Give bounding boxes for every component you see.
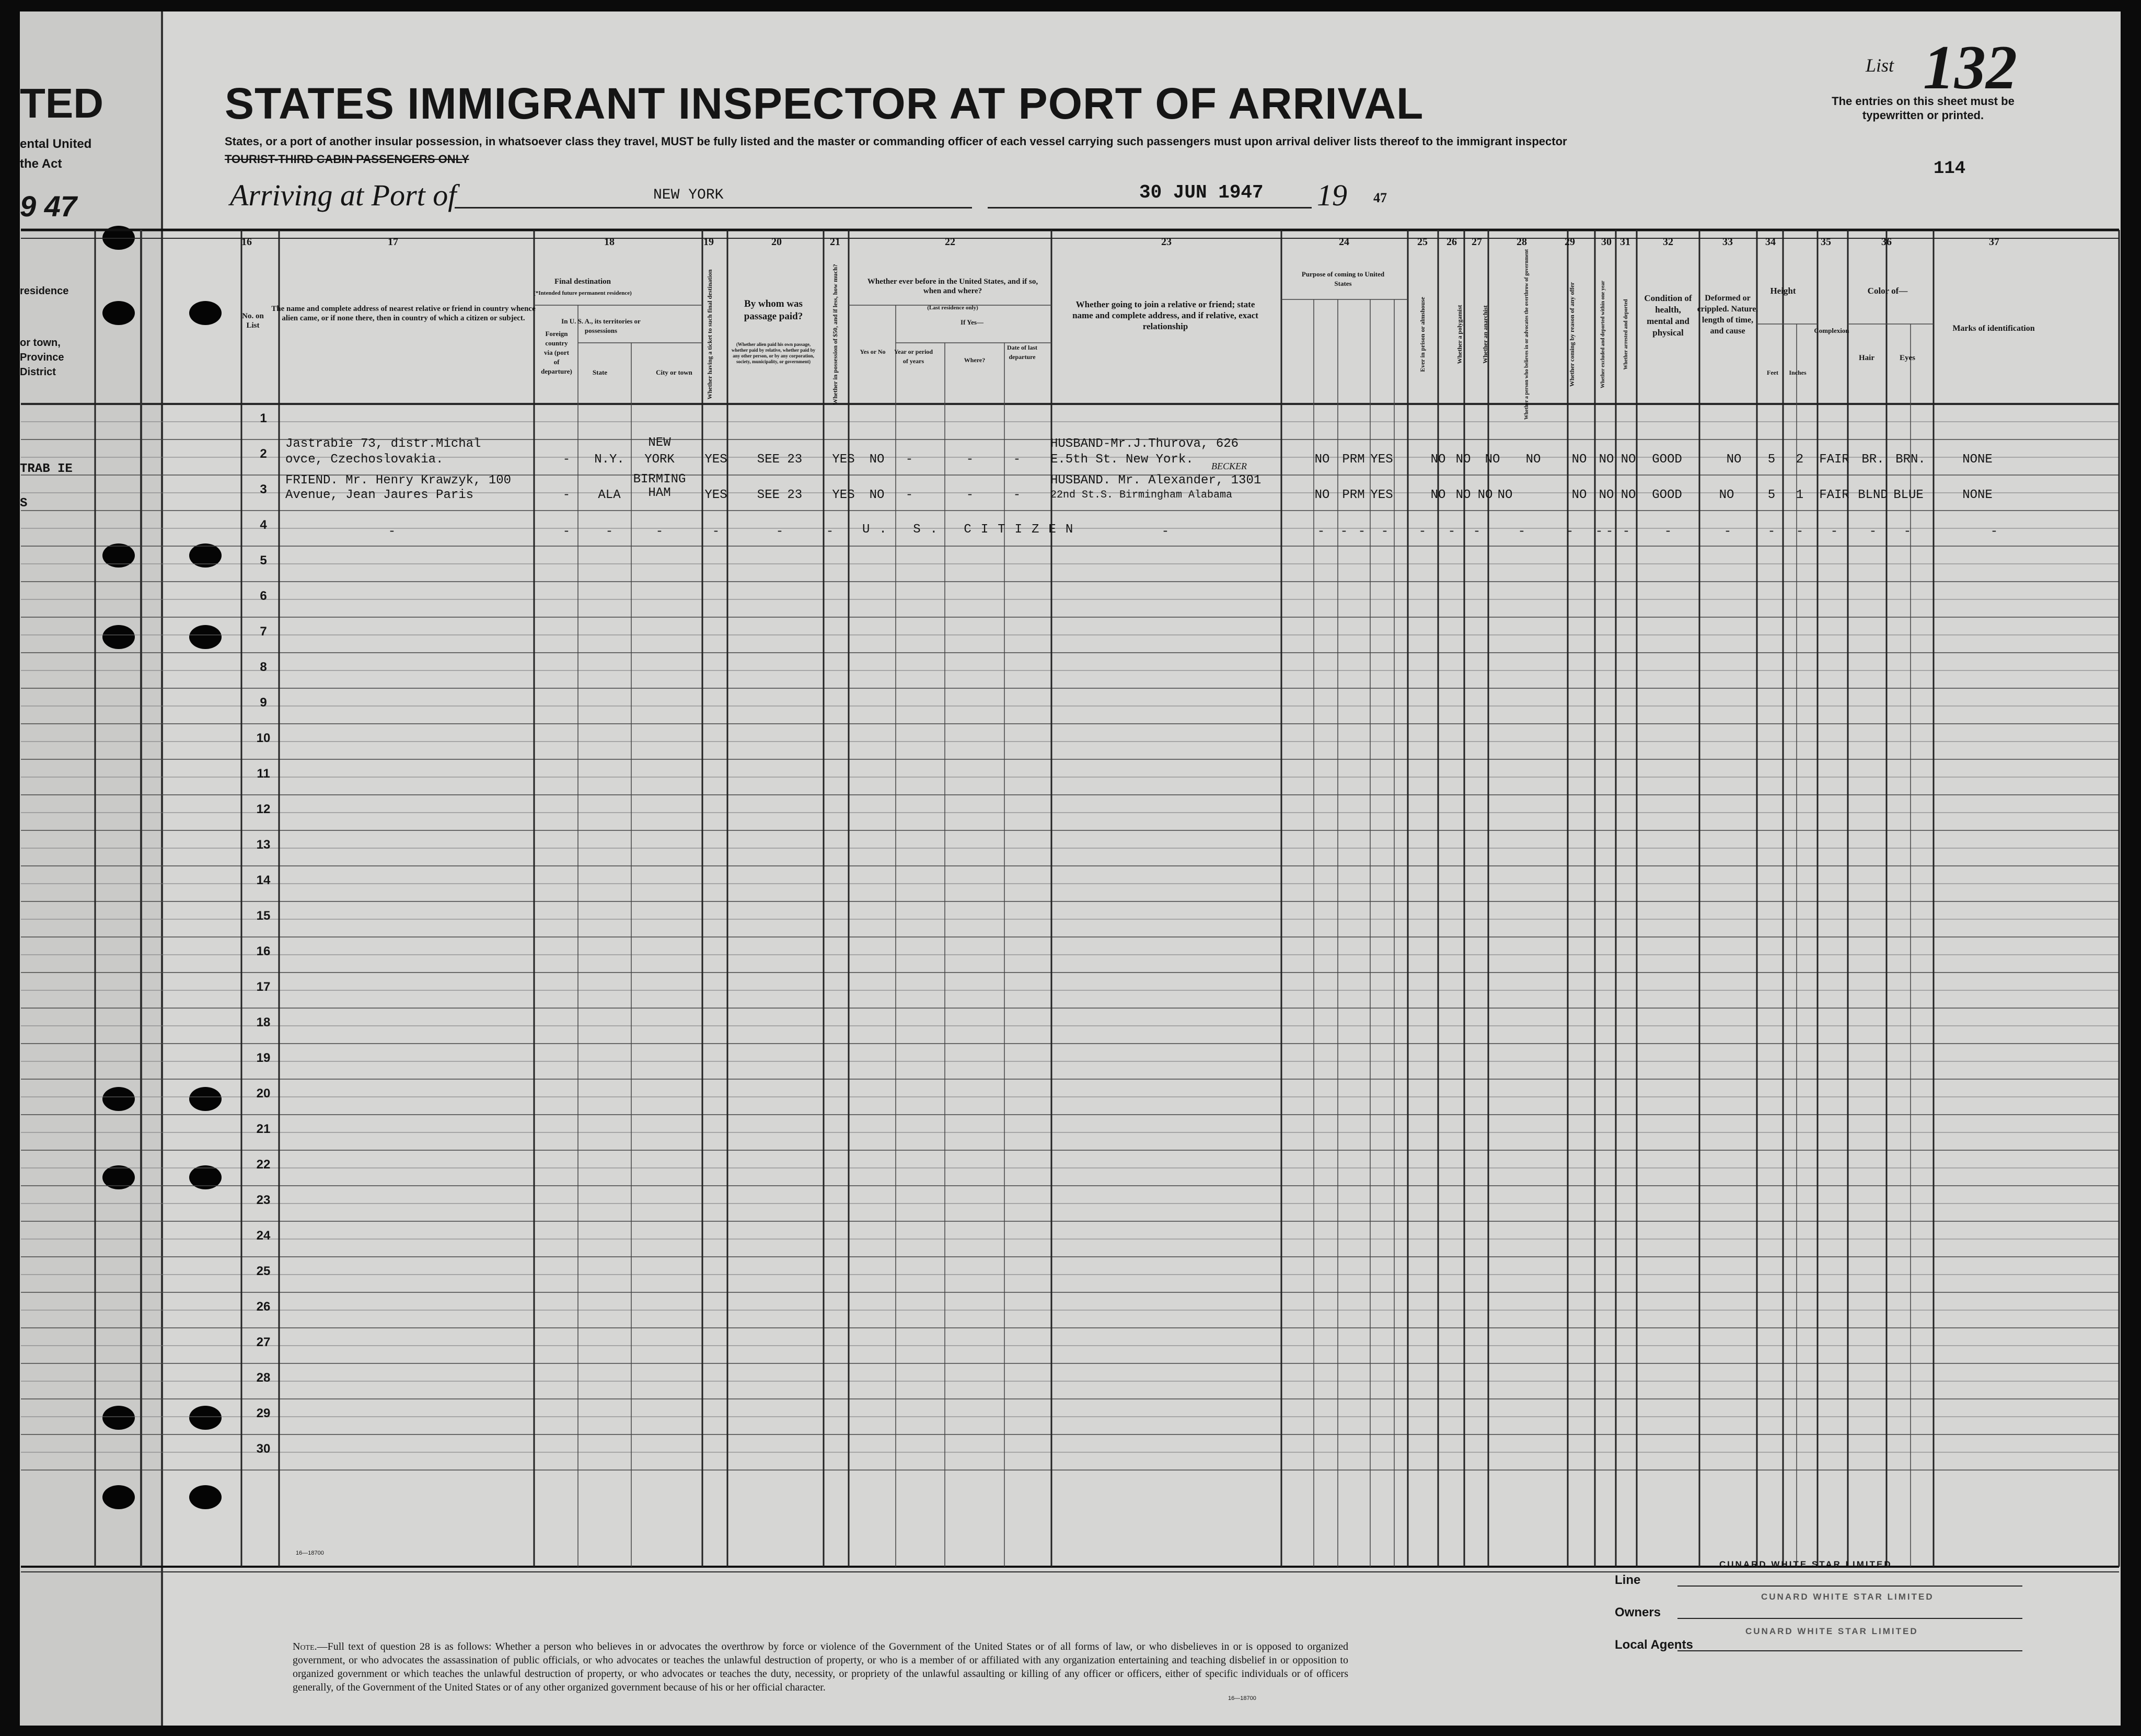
header-city: City or town [656, 368, 692, 376]
column-number: 31 [1620, 236, 1630, 248]
column-number: 22 [945, 236, 955, 248]
height-inches: 1 [1796, 488, 1804, 502]
owners-stamp: CUNARD WHITE STAR LIMITED [1761, 1592, 1934, 1602]
row-number: 18 [256, 1015, 271, 1029]
dash-mark: - [1869, 525, 1877, 539]
header-deported: Whether arrested and deported [1623, 299, 1629, 370]
question-28-note [293, 1640, 1348, 1694]
row-number: 12 [256, 802, 271, 816]
q28: NO [1497, 488, 1513, 502]
height-inches: 2 [1796, 453, 1804, 467]
row-number: 28 [256, 1371, 271, 1385]
row-number: 19 [256, 1051, 271, 1065]
sheet-number: 114 [1934, 159, 1966, 179]
header-deformed: Deformed or crippled. Nature, length of time, and cause [1697, 294, 1758, 335]
header-years: Year or period of years [894, 348, 933, 365]
row-number: 25 [256, 1264, 271, 1278]
stub-residence-header: residence [20, 285, 69, 297]
struck-class-line: TOURIST-THIRD CABIN PASSENGERS ONLY [225, 153, 469, 166]
ticket: YES [704, 488, 727, 502]
header-offer: Whether coming by reason of any offer [1568, 282, 1576, 387]
form-number: 16—18700 [296, 1550, 324, 1556]
destination-city: BIRMING [633, 472, 686, 487]
punch-hole [102, 543, 135, 568]
header-if-yes: If Yes— [960, 318, 983, 326]
deformed: NO [1719, 488, 1734, 502]
column-number: 30 [1601, 236, 1612, 248]
row-number: 23 [256, 1193, 271, 1207]
port-fill-line [455, 207, 972, 209]
column-number: 25 [1417, 236, 1428, 248]
punch-hole [189, 1485, 222, 1509]
purpose-b: PRM [1342, 453, 1365, 467]
q31: NO [1621, 453, 1636, 467]
punch-hole [102, 301, 135, 325]
destination-city: NEW [648, 436, 671, 450]
departure: - [1013, 453, 1021, 467]
header-prison: Ever in prison or almshouse [1419, 297, 1426, 372]
q29: NO [1571, 488, 1587, 502]
header-eyes: Eyes [1900, 354, 1915, 362]
column-number: 16 [241, 236, 252, 248]
where: - [966, 453, 974, 467]
paid-by: SEE 23 [757, 453, 803, 467]
before-in-us: NO [869, 453, 885, 467]
health: GOOD [1652, 488, 1682, 502]
punch-hole [189, 543, 222, 568]
header-ticket: Whether having a ticket to such final destination [706, 269, 713, 400]
money: YES [832, 488, 855, 502]
row-number: 5 [260, 553, 267, 568]
where: - [966, 488, 974, 502]
joining-line: HUSBAND-Mr.J.Thurova, 626 [1050, 437, 1239, 451]
q27: NO [1477, 488, 1493, 502]
punch-hole [189, 1406, 222, 1430]
header-polygamist: Whether a polygamist [1456, 305, 1463, 364]
purpose-c: YES [1370, 453, 1393, 467]
page-subtitle: States, or a port of another insular possession, in whatsoever class they travel, MUST be fully listed and the master or commanding officer of each vessel carrying such passengers must upon arrival deliver lists thereof to the immigrant inspector [225, 135, 1567, 148]
height-feet: 5 [1767, 488, 1776, 502]
line-fill [1677, 1585, 2022, 1587]
header-height: Height [1770, 286, 1796, 296]
row-number: 22 [256, 1158, 271, 1172]
header-passage-note: (Whether alien paid his own passage, whether paid by relative, whether paid by any other person, or by any corporation, society, municipality, or government) [731, 342, 816, 364]
q29: NO [1571, 453, 1587, 467]
header-excluded: Whether excluded and deported within one year [1600, 281, 1606, 388]
stub-fragment-line: 9 47 [20, 190, 77, 223]
header-before-note: (Last residence only) [927, 305, 978, 311]
q25: NO [1430, 488, 1446, 502]
year-label: 19 [1317, 178, 1347, 212]
punch-hole [189, 1165, 222, 1189]
dash-mark: - [1903, 525, 1912, 539]
relative-line: ovce, Czechoslovakia. [285, 453, 444, 467]
column-number: 26 [1446, 236, 1457, 248]
column-number: 29 [1565, 236, 1575, 248]
header-in-usa: In U. S. A., its territories or possessions [561, 317, 641, 334]
row-number: 27 [256, 1335, 271, 1349]
row-number: 6 [260, 589, 267, 603]
dash-mark: - [1723, 525, 1732, 539]
header-where: Where? [964, 356, 986, 364]
dash-mark: - [712, 525, 720, 539]
list-number: 132 [1923, 32, 2017, 102]
ticket: YES [704, 453, 727, 467]
dash-mark: - [1990, 525, 1998, 539]
money: YES [832, 453, 855, 467]
column-number: 35 [1821, 236, 1831, 248]
header-purpose: Purpose of coming to United States [1301, 270, 1385, 287]
column-number: 19 [703, 236, 714, 248]
header-feet: Feet [1767, 369, 1778, 376]
dash-mark: - [1473, 525, 1481, 539]
eye-color: BRN. [1895, 453, 1926, 467]
column-number: 24 [1339, 236, 1349, 248]
identification-marks: NONE [1962, 488, 1993, 502]
dash-mark: - [1796, 525, 1804, 539]
hair-color: BR. [1861, 453, 1884, 467]
dash-mark: - [1605, 525, 1614, 539]
row-number: 14 [256, 873, 271, 887]
punch-hole [189, 1087, 222, 1111]
dash-mark: - [1358, 525, 1366, 539]
dash-mark: - [826, 525, 834, 539]
dash-mark: - [605, 525, 614, 539]
dash-mark: - [1595, 525, 1603, 539]
punch-hole [102, 1165, 135, 1189]
left-stub-fragment [20, 11, 163, 1726]
dash-mark: - [776, 525, 784, 539]
column-number: 20 [771, 236, 782, 248]
dash-mark: - [1340, 525, 1348, 539]
foreign-country: - [562, 488, 571, 502]
column-number: 27 [1472, 236, 1482, 248]
row-number: 24 [256, 1229, 271, 1243]
stub-fragment-line: the Act [20, 157, 62, 171]
dash-mark: - [1566, 525, 1574, 539]
agents-label: Local Agents [1615, 1638, 1693, 1652]
dash-mark: - [655, 525, 664, 539]
handwritten-annotation: BECKER [1211, 461, 1247, 471]
arrival-date-stamp: 30 JUN 1947 [1139, 182, 1264, 203]
purpose-b: PRM [1342, 488, 1365, 502]
header-health: Condition of health, mental and physical [1644, 293, 1692, 338]
q31: NO [1621, 488, 1636, 502]
header-before-in-us: Whether ever before in the United States, and if so, when and where? [867, 277, 1038, 295]
complexion: FAIR [1819, 488, 1849, 502]
header-color-of: Color of— [1867, 286, 1908, 296]
years: - [905, 453, 913, 467]
date-fill-line [988, 207, 1312, 209]
row-number: 11 [257, 767, 270, 781]
row-number: 1 [260, 411, 267, 425]
q27: NO [1485, 453, 1500, 467]
page-title: STATES IMMIGRANT INSPECTOR AT PORT OF ARRIVAL [225, 79, 1424, 128]
stub-fragment-top: TED [20, 80, 103, 126]
punch-hole [189, 625, 222, 649]
row-number: 13 [256, 838, 271, 852]
dash-mark: - [1664, 525, 1672, 539]
row-number: 2 [260, 447, 267, 461]
header-hair: Hair [1859, 354, 1874, 362]
citizen-note: U. S. CITIZEN [862, 523, 1083, 537]
column-number: 32 [1663, 236, 1673, 248]
dash-mark: - [1767, 525, 1776, 539]
q26: NO [1455, 488, 1471, 502]
arrival-port: NEW YORK [653, 187, 724, 203]
column-number: 34 [1765, 236, 1776, 248]
column-number: 33 [1722, 236, 1733, 248]
punch-hole [102, 625, 135, 649]
q30: NO [1599, 453, 1614, 467]
joining-line: HUSBAND. Mr. Alexander, 1301 [1050, 473, 1262, 488]
header-state: State [592, 368, 608, 376]
stub-row2-fragment: S [20, 496, 28, 511]
joining-line: 22nd St.S. Birmingham Alabama [1050, 489, 1233, 501]
row-number: 15 [256, 909, 271, 923]
row-number: 26 [256, 1300, 271, 1314]
column-number: 21 [830, 236, 840, 248]
header-last-departure: Date of last departure [1007, 344, 1037, 361]
relative-line: FRIEND. Mr. Henry Krawzyk, 100 [285, 473, 512, 488]
dash-mark: - [1448, 525, 1456, 539]
dash-mark: - [1161, 525, 1170, 539]
header-inches: Inches [1789, 369, 1807, 376]
dash-mark: - [1830, 525, 1838, 539]
foreign-country: - [562, 453, 571, 467]
arriving-port-label: Arriving at Port of [230, 178, 457, 212]
header-joining: Whether going to join a relative or friend; state name and complete address, and if relative, exact relationship [1072, 299, 1258, 331]
row-number: 3 [260, 482, 267, 496]
relative-line: Jastrabie 73, distr.Michal [285, 437, 481, 451]
row-number: 20 [256, 1086, 271, 1101]
hair-color: BLND [1858, 488, 1888, 502]
years: - [905, 488, 913, 502]
header-foreign-country: Foreign country via (port of departure) [541, 330, 572, 375]
header-complexion: Complexion [1814, 327, 1849, 334]
row-number: 4 [260, 518, 267, 532]
header-destination-note: (*Intended future permanent residence) [534, 290, 632, 296]
row-number: 30 [256, 1442, 271, 1456]
destination-city: YORK [644, 453, 675, 467]
column-number: 23 [1161, 236, 1172, 248]
column-number: 36 [1881, 236, 1892, 248]
dash-mark: - [1622, 525, 1630, 539]
q30: NO [1599, 488, 1614, 502]
health: GOOD [1652, 453, 1682, 467]
punch-hole [102, 1485, 135, 1509]
row-number: 7 [260, 624, 267, 639]
before-in-us: NO [869, 488, 885, 502]
purpose-c: YES [1370, 488, 1393, 502]
header-fifty-dollars: Whether in possession of $50, and if less, how much? [831, 264, 839, 405]
paid-by: SEE 23 [757, 488, 803, 502]
agents-fill [1677, 1650, 2022, 1651]
owners-label: Owners [1615, 1605, 1661, 1619]
identification-marks: NONE [1962, 453, 1993, 467]
punch-hole [102, 1406, 135, 1430]
row-number: 17 [256, 980, 271, 994]
deformed: NO [1726, 453, 1742, 467]
stub-fragment-line: ental United [20, 137, 92, 151]
agents-stamp: CUNARD WHITE STAR LIMITED [1745, 1626, 1918, 1636]
dash-mark: - [388, 525, 396, 539]
destination-city: HAM [648, 486, 671, 500]
stub-row1-fragment: TRAB IE [20, 462, 73, 476]
header-anarchist: Whether an anarchist [1482, 305, 1489, 364]
row-number: 21 [256, 1122, 271, 1136]
punch-hole [102, 226, 135, 250]
line-label: Line [1615, 1573, 1641, 1587]
note-text: —Full text of question 28 is as follows: Whether a person who believes in or advocates the overthrow by force or violence of the Government of the United States or of all forms of law, or who disbelieves in or is opposed to organized government, or who advocates the assassination of public officials, or who advocates or teaches the unlawful destruction of property, or who is a member of or affiliated with any organization entertaining and teaching disbelief in or opposition to organized government or which teaches the unlawful destruction of property, or who advocates or teaches the duty, necessity, or propriety of the unlawful assaulting or killing of any officer or officers, either of specific individuals or of officers generally, of the Government of the United States or of any other organized government because of his or her official character. [293, 1641, 1348, 1693]
header-final-destination: Final destination [554, 277, 611, 286]
joining-line: E.5th St. New York. [1050, 453, 1194, 467]
row-number: 10 [256, 731, 271, 745]
departure: - [1013, 488, 1021, 502]
manifest-sheet [20, 11, 2121, 1726]
q26: NO [1455, 453, 1471, 467]
destination-state: N.Y. [594, 453, 624, 467]
line-stamp: CUNARD WHITE STAR LIMITED [1719, 1559, 1892, 1569]
eye-color: BLUE [1893, 488, 1924, 502]
dash-mark: - [1518, 525, 1526, 539]
dash-mark: - [1381, 525, 1389, 539]
punch-hole [189, 301, 222, 325]
row-number: 8 [260, 660, 267, 674]
dash-mark: - [1418, 525, 1427, 539]
punch-hole [102, 1087, 135, 1111]
header-passage-paid: By whom was passage paid? [744, 298, 803, 322]
list-label: List [1866, 55, 1894, 76]
purpose-a: NO [1314, 488, 1330, 502]
row-number: 9 [260, 696, 267, 710]
q25: NO [1430, 453, 1446, 467]
year-suffix: 47 [1373, 190, 1387, 205]
note-label: Note. [293, 1641, 317, 1652]
header-nearest-relative: The name and complete address of nearest relative or friend in country whence alien came, or if none there, then in country of which a citizen or subject. [271, 305, 536, 322]
height-feet: 5 [1767, 453, 1776, 467]
relative-line: Avenue, Jean Jaures Paris [285, 488, 474, 502]
header-question-28: Whether a person who believes in or advocates the overthrow of government [1524, 249, 1530, 420]
header-yes-no: Yes or No [860, 348, 886, 355]
list-instruction: The entries on this sheet must be typewritten or printed. [1832, 95, 2015, 122]
row-number: 16 [256, 944, 271, 958]
header-marks: Marks of identification [1952, 324, 2035, 333]
purpose-a: NO [1314, 453, 1330, 467]
column-number: 18 [604, 236, 615, 248]
owners-fill [1677, 1618, 2022, 1619]
dash-mark: - [562, 525, 571, 539]
column-number: 17 [388, 236, 398, 248]
stub-residence-sub: or town, Province District [20, 337, 64, 378]
header-no-on-list: No. on List [242, 312, 264, 330]
row-number: 29 [256, 1406, 271, 1420]
complexion: FAIR [1819, 453, 1849, 467]
dash-mark: - [1317, 525, 1325, 539]
destination-state: ALA [598, 488, 621, 502]
column-number: 37 [1989, 236, 1999, 248]
form-number: 16—18700 [1228, 1695, 1256, 1702]
q28: NO [1525, 453, 1541, 467]
column-number: 28 [1517, 236, 1527, 248]
